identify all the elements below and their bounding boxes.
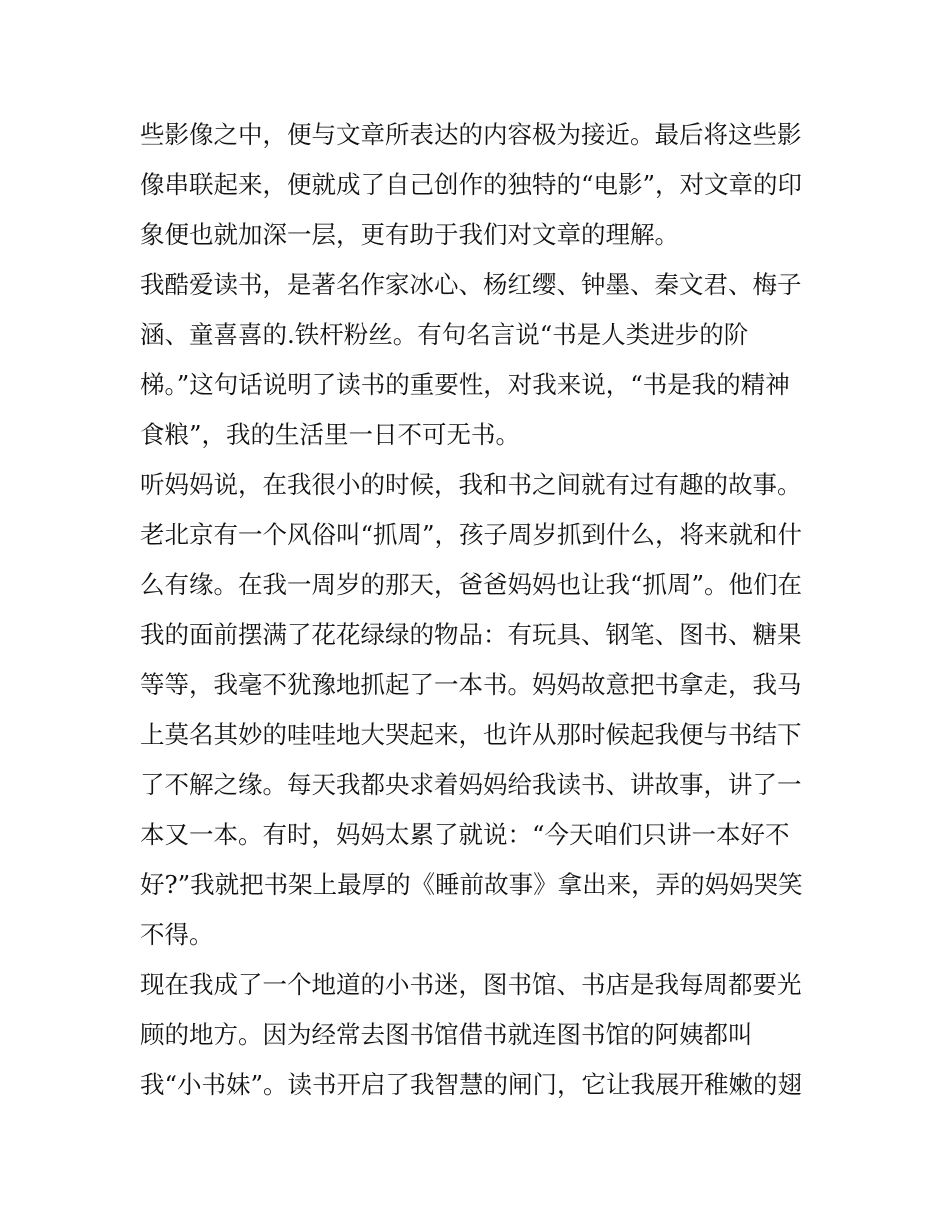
text-line: 了不解之缘。每天我都央求着妈妈给我读书、讲故事，讲了一 xyxy=(140,770,802,799)
text-line: 听妈妈说，在我很小的时候，我和书之间就有过有趣的故事。 xyxy=(140,470,802,499)
body-text xyxy=(140,110,820,1110)
text-line: 现在我成了一个地道的小书迷，图书馆、书店是我每周都要光 xyxy=(140,970,802,999)
text-line: 象便也就加深一层，更有助于我们对文章的理解。 xyxy=(140,220,679,249)
text-line: 涵、童喜喜的.铁杆粉丝。有句名言说“书是人类进步的阶 xyxy=(140,320,749,349)
text-line: 等等，我毫不犹豫地抓起了一本书。妈妈故意把书拿走，我马 xyxy=(140,670,802,699)
text-line: 不得。 xyxy=(140,920,214,949)
text-line: 些影像之中，便与文章所表达的内容极为接近。最后将这些影 xyxy=(140,120,802,149)
text-line: 么有缘。在我一周岁的那天，爸爸妈妈也让我“抓周”。他们在 xyxy=(140,570,803,599)
text-line: 我酷爱读书，是著名作家冰心、杨红缨、钟墨、秦文君、梅子 xyxy=(140,270,802,299)
text-line: 梯。”这句话说明了读书的重要性，对我来说，“书是我的精神 xyxy=(140,370,790,399)
text-line: 老北京有一个风俗叫“抓周”，孩子周岁抓到什么，将来就和什 xyxy=(140,520,803,549)
text-line: 顾的地方。因为经常去图书馆借书就连图书馆的阿姨都叫 xyxy=(140,1020,753,1049)
text-line: 我的面前摆满了花花绿绿的物品：有玩具、钢笔、图书、糖果 xyxy=(140,620,802,649)
text-line: 上莫名其妙的哇哇地大哭起来，也许从那时候起我便与书结下 xyxy=(140,720,802,749)
text-line: 本又一本。有时，妈妈太累了就说：“今天咱们只讲一本好不 xyxy=(140,820,790,849)
text-line: 食粮”，我的生活里一日不可无书。 xyxy=(140,420,521,449)
text-line: 好?”我就把书架上最厚的《睡前故事》拿出来，弄的妈妈哭笑 xyxy=(140,870,803,899)
text-line: 像串联起来，便就成了自己创作的独特的“电影”，对文章的印 xyxy=(140,170,803,199)
text-line: 我“小书妹”。读书开启了我智慧的闸门，它让我展开稚嫩的翅 xyxy=(140,1070,803,1099)
